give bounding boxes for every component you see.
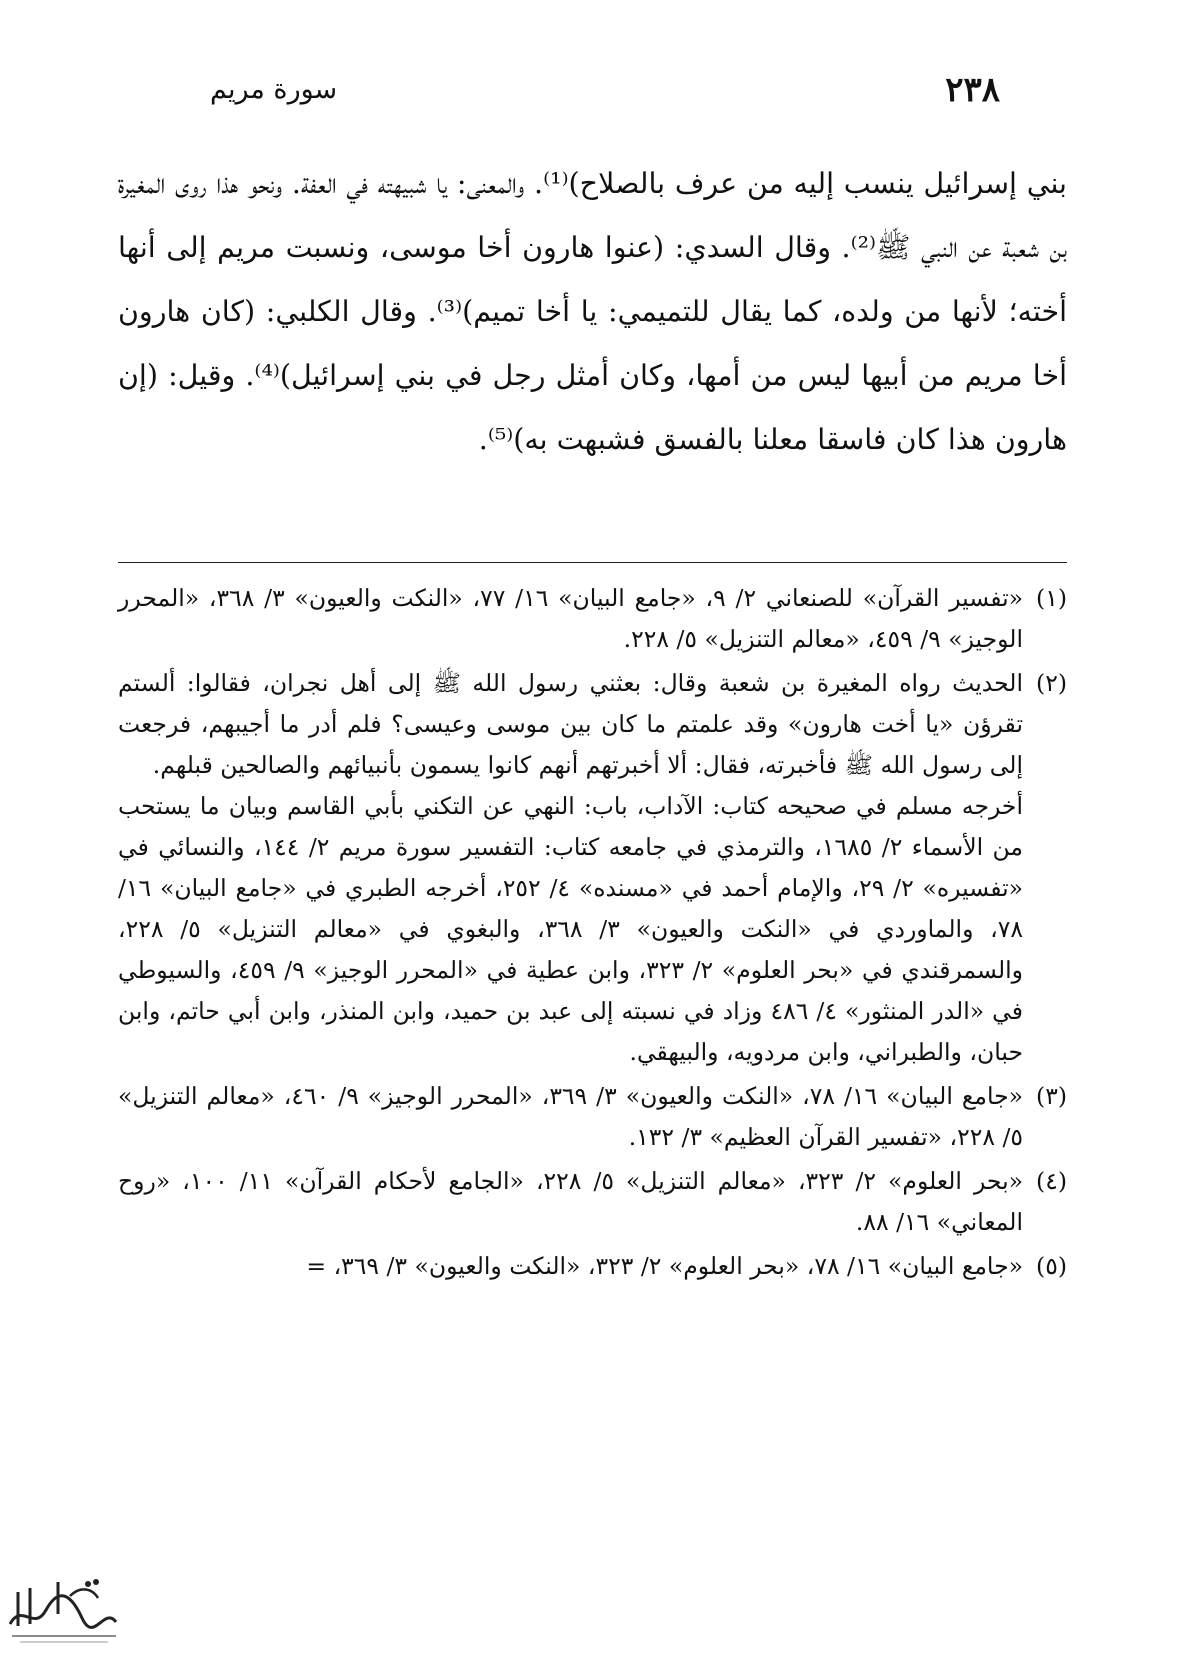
body-paragraph: بني إسرائيل ينسب إليه من عرف بالصلاح)⁽¹⁾. والمعنى: يا شبيهته في العفة. ونحو هذا روى المغيرة بن شعبة عن النبي ﷺ⁽²⁾. وقال السدي: (عنوا هارون أخا موسى، ونسبت مريم إلى أنها أخته؛ لأنها من ولده، كما يقال للتميمي: يا أخا تميم)⁽³⁾. وقال الكلبي: (كان هارون أخا مريم من أبيها ليس من أمها، وكان أمثل رجل في بني إسرائيل)⁽⁴⁾. وقيل: (إن هارون هذا كان فاسقا معلنا بالفسق فشبهت به)⁽⁵⁾. <box>118 167 1067 456</box>
watermark-logo <box>0 1562 128 1650</box>
footnote-number: (٥) <box>1036 1252 1067 1280</box>
footnote-number: (٣) <box>1036 1082 1067 1110</box>
footnote-5 <box>118 1246 1067 1287</box>
footnote-paragraph: الحديث رواه المغيرة بن شعبة وقال: بعثني رسول الله ﷺ إلى أهل نجران، فقالوا: ألستم تقرؤن «يا أخت هارون» وقد علمتم ما كان بين موسى وعيسى؟ فلم أدر ما أجيبهم، فرجعت إلى رسول الله ﷺ فأخبرته، فقال: ألا أخبرتهم أنهم كانوا يسمون بأنبيائهم والصالحين قبلهم. <box>118 669 1023 779</box>
footnote-4 <box>118 1161 1067 1243</box>
footnote-separator <box>118 562 1067 563</box>
watermark-logo-icon <box>0 1562 128 1650</box>
footnote-paragraph: «تفسير القرآن» للصنعاني ٢/ ٩، «جامع البيان» ١٦/ ٧٧، «النكت والعيون» ٣/ ٣٦٨، «المحرر الوجيز» ٩/ ٤٥٩، «معالم التنزيل» ٥/ ٢٢٨. <box>118 584 1024 653</box>
footnote-number: (٤) <box>1036 1167 1067 1195</box>
footnote-text <box>118 1161 1023 1243</box>
footnote-text <box>118 663 1023 1073</box>
footnote-paragraph: أخرجه مسلم في صحيحه كتاب: الآداب، باب: النهي عن التكني بأبي القاسم وبيان ما يستحب من الأسماء ٢/ ١٦٨٥، والترمذي في جامعه كتاب: التفسير سورة مريم ٢/ ١٤٤، والنسائي في «تفسيره» ٢/ ٢٩، والإمام أحمد في «مسنده» ٤/ ٢٥٢، أخرجه الطبري في «جامع البيان» ١٦/ ٧٨، والماوردي في «النكت والعيون» ٣/ ٣٦٨، والبغوي في «معالم التنزيل» ٥/ ٢٢٨، والسمرقندي في «بحر العلوم» ٢/ ٣٢٣، وابن عطية في «المحرر الوجيز» ٩/ ٤٥٩، والسيوطي في «الدر المنثور» ٤/ ٤٨٦ وزاد في نسبته إلى عبد بن حميد، وابن المنذر، وابن أبي حاتم، وابن حبان، والطبراني، وابن مردويه، والبيهقي. <box>118 792 1024 1066</box>
footnote-2 <box>118 663 1067 1073</box>
footnote-paragraph: «بحر العلوم» ٢/ ٣٢٣، «معالم التنزيل» ٥/ ٢٢٨، «الجامع لأحكام القرآن» ١١/ ١٠٠، «روح المعاني» ١٦/ ٨٨. <box>118 1167 1024 1236</box>
footnote-paragraph: «جامع البيان» ١٦/ ٧٨، «بحر العلوم» ٢/ ٣٢٣، «النكت والعيون» ٣/ ٣٦٩، = <box>306 1252 1023 1280</box>
footnote-3 <box>118 1076 1067 1158</box>
surah-title: سورة مريم <box>210 74 338 105</box>
footnote-number: (٢) <box>1036 669 1067 697</box>
page-header <box>210 66 1000 122</box>
footnote-text <box>118 1246 1023 1287</box>
footnote-number: (١) <box>1036 584 1067 612</box>
page-number: ٢٣٨ <box>945 70 1000 110</box>
footnote-paragraph: «جامع البيان» ١٦/ ٧٨، «النكت والعيون» ٣/ ٣٦٩، «المحرر الوجيز» ٩/ ٤٦٠، «معالم التنزيل» ٥/ ٢٢٨، «تفسير القرآن العظيم» ٣/ ١٣٢. <box>118 1082 1024 1151</box>
footnote-text <box>118 578 1023 660</box>
footnote-text <box>118 1076 1023 1158</box>
footnote-1 <box>118 578 1067 660</box>
footnotes-section <box>118 578 1067 1290</box>
